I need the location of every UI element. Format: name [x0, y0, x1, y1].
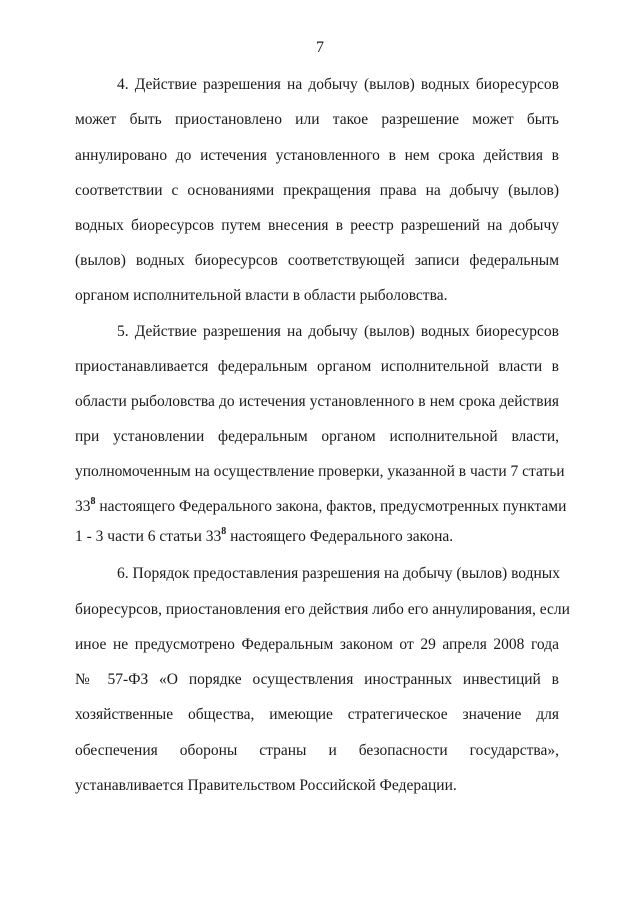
superscript: 8	[90, 495, 96, 507]
text-line: 5. Действие разрешения на добычу (вылов) водных биоресурсов	[117, 323, 559, 340]
text-line: 4. Действие разрешения на добычу (вылов) водных биоресурсов	[117, 76, 559, 93]
text-line: уполномоченным на осуществление проверки, указанной в части 7 статьи	[75, 463, 565, 480]
text-line: водных биоресурсов путем внесения в реестр разрешений на добычу	[75, 217, 559, 234]
text-line: органом исполнительной власти в области рыболовства.	[75, 287, 448, 304]
text-line: № 57-ФЗ «О порядке осуществления иностранных инвестиций в	[75, 671, 559, 688]
text-line: хозяйственные общества, имеющие стратегическое значение для	[75, 706, 559, 723]
text-line: может быть приостановлено или такое разрешение может быть	[75, 111, 559, 128]
text-line: устанавливается Правительством Российской Федерации.	[75, 777, 457, 794]
text-line: обеспечения обороны страны и безопасности государства»,	[75, 742, 559, 759]
text-line: иное не предусмотрено Федеральным законом от 29 апреля 2008 года	[75, 636, 559, 653]
text-run: настоящего Федерального закона.	[226, 528, 454, 545]
text-line	[75, 527, 559, 547]
text-run: 1 - 3 части 6 статьи 33	[75, 528, 222, 545]
page-number: 7	[316, 39, 324, 56]
text-line: при установлении федеральным органом исполнительной власти,	[75, 428, 559, 445]
text-run: настоящего Федерального закона, фактов, предусмотренных пунктами	[95, 498, 567, 515]
text-line: аннулировано до истечения установленного в нем срока действия в	[75, 147, 559, 164]
text-line: 6. Порядок предоставления разрешения на добычу (вылов) водных	[117, 565, 560, 582]
text-line: соответствии с основаниями прекращения права на добычу (вылов)	[75, 182, 559, 199]
text-line: приостанавливается федеральным органом исполнительной власти в	[75, 358, 559, 375]
text-run: 33	[75, 498, 91, 515]
text-line: области рыболовства до истечения установленного в нем срока действия	[75, 393, 559, 410]
text-line	[75, 495, 567, 517]
text-line: (вылов) водных биоресурсов соответствующей записи федеральным	[75, 252, 559, 269]
superscript: 8	[221, 525, 227, 537]
text-line: биоресурсов, приостановления его действия либо его аннулирования, если	[75, 601, 570, 618]
